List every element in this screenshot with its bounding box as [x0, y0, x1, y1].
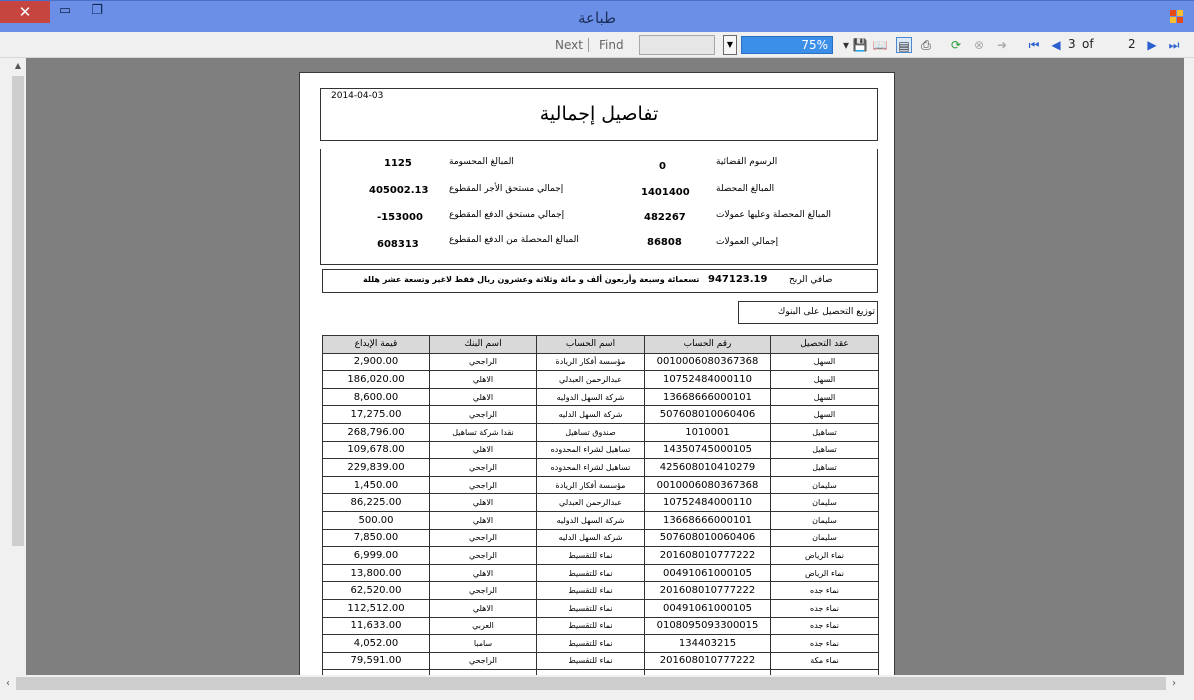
table-cell: 2,900.00 — [323, 353, 430, 371]
first-page-icon[interactable]: ⏮ — [1028, 38, 1040, 52]
report-title: تفاصيل إجمالية — [539, 103, 659, 125]
table-cell: 00491061000105 — [645, 564, 771, 582]
back-icon[interactable]: ➜ — [996, 38, 1008, 52]
table-cell: 425608010410279 — [645, 459, 771, 477]
table-row — [323, 371, 879, 389]
table-cell: نماء للتقسيط — [537, 564, 645, 582]
table-row — [323, 547, 879, 565]
court-fees-value: 0 — [659, 161, 666, 172]
table-cell: الراجحي — [430, 459, 537, 477]
net-profit-panel — [322, 269, 878, 293]
column-header: عقد التحصيل — [771, 336, 879, 354]
table-cell: الاهلي — [430, 511, 537, 529]
window-title: طباعة — [577, 9, 617, 27]
prev-page-icon[interactable]: ◀ — [1051, 38, 1061, 52]
table-cell: نماء الرياض — [771, 564, 879, 582]
column-header: قيمة الإيداع — [323, 336, 430, 354]
table-cell: نماء جده — [771, 599, 879, 617]
table-cell: تساهيل لشراء المحدوده — [537, 441, 645, 459]
table-row — [323, 388, 879, 406]
table-row — [323, 582, 879, 600]
scroll-up-icon[interactable]: ▲ — [14, 61, 22, 70]
app-icon — [1170, 10, 1184, 24]
next-button[interactable]: Next — [555, 38, 583, 52]
report-date: 2014-04-03 — [331, 91, 384, 101]
collected-value: 1401400 — [641, 187, 690, 198]
table-cell: 186,020.00 — [323, 371, 430, 389]
current-page-input[interactable]: 3 — [1068, 37, 1076, 51]
cut-wage-label: إجمالي مستحق الأجر المقطوع — [449, 184, 564, 194]
report-header — [320, 88, 878, 141]
page-of-label: of — [1082, 37, 1094, 51]
table-cell: 201608010777222 — [645, 652, 771, 670]
find-input[interactable] — [639, 35, 715, 55]
table-cell: سليمان — [771, 494, 879, 512]
collected-cut-label: المبالغ المحصلة من الدفع المقطوع — [449, 235, 579, 245]
close-icon: ✕ — [18, 3, 32, 21]
table-cell: 201608010777222 — [645, 547, 771, 565]
horizontal-scroll-thumb[interactable] — [16, 677, 1166, 690]
table-cell: الاهلي — [430, 388, 537, 406]
table-cell: 201608010777222 — [645, 582, 771, 600]
minimize-icon: ▭ — [58, 3, 72, 18]
table-cell: عبدالرحمن العبدلي — [537, 371, 645, 389]
table-cell: شركة السهل الدليه — [537, 406, 645, 424]
table-cell: 10752484000110 — [645, 494, 771, 512]
scroll-right-icon[interactable]: › — [1172, 678, 1176, 689]
table-row — [323, 459, 879, 477]
cut-payment-value: -153000 — [377, 212, 423, 223]
column-header: رقم الحساب — [645, 336, 771, 354]
last-page-icon[interactable]: ⏭ — [1168, 38, 1180, 52]
deducted-value: 1125 — [384, 158, 412, 169]
table-cell: نماء للتقسيط — [537, 635, 645, 653]
total-pages: 2 — [1128, 37, 1136, 51]
vertical-scroll-thumb[interactable] — [12, 76, 24, 546]
table-cell: الراجحي — [430, 353, 537, 371]
table-cell: نماء الرياض — [771, 547, 879, 565]
table-cell: 507608010060406 — [645, 529, 771, 547]
table-cell: الراجحي — [430, 406, 537, 424]
total-commission-label: إجمالي العمولات — [716, 237, 779, 247]
table-cell: 00491061000105 — [645, 599, 771, 617]
table-row — [323, 617, 879, 635]
table-cell: نماء للتقسيط — [537, 652, 645, 670]
table-row — [323, 564, 879, 582]
table-cell: 14350745000105 — [645, 441, 771, 459]
table-cell: 86,225.00 — [323, 494, 430, 512]
table-cell: 112,512.00 — [323, 599, 430, 617]
collected-label: المبالغ المحصلة — [716, 184, 775, 194]
next-page-icon[interactable]: ▶ — [1147, 38, 1157, 52]
table-row — [323, 406, 879, 424]
table-cell: الراجحي — [430, 547, 537, 565]
table-cell: 62,520.00 — [323, 582, 430, 600]
table-cell: 79,591.00 — [323, 652, 430, 670]
table-cell: الاهلي — [430, 441, 537, 459]
table-cell: سليمان — [771, 511, 879, 529]
table-cell: سامبا — [430, 635, 537, 653]
table-cell: الراجحي — [430, 529, 537, 547]
table-cell: نماء للتقسيط — [537, 582, 645, 600]
table-cell: 1010001 — [645, 423, 771, 441]
table-cell: شركة السهل الدوليه — [537, 388, 645, 406]
total-commission-value: 86808 — [647, 237, 682, 248]
table-cell: 0108095093300015 — [645, 617, 771, 635]
cut-wage-value: 405002.13 — [369, 185, 429, 196]
table-cell: الراجحي — [430, 652, 537, 670]
table-cell: نماء للتقسيط — [537, 547, 645, 565]
table-cell: مؤسسة أفكار الريادة — [537, 476, 645, 494]
table-cell: الاهلي — [430, 564, 537, 582]
table-cell: 134403215 — [645, 635, 771, 653]
table-cell: 11,633.00 — [323, 617, 430, 635]
summary-panel — [320, 149, 878, 265]
column-header: اسم البنك — [430, 336, 537, 354]
table-cell: 4,052.00 — [323, 635, 430, 653]
table-cell: نقدا شركة تساهيل — [430, 423, 537, 441]
table-cell: نماء للتقسيط — [537, 617, 645, 635]
stop-icon[interactable]: ⊗ — [973, 38, 985, 52]
table-cell: 507608010060406 — [645, 406, 771, 424]
net-profit-label: صافي الربح — [789, 275, 833, 285]
table-row — [323, 529, 879, 547]
table-cell: الاهلي — [430, 494, 537, 512]
vertical-scrollbar[interactable] — [10, 58, 26, 678]
table-cell: السهل — [771, 353, 879, 371]
table-cell: الراجحي — [430, 476, 537, 494]
banks-distribution-label: توزيع التحصيل على البنوك — [738, 301, 878, 324]
collected-commission-value: 482267 — [644, 212, 686, 223]
find-button[interactable]: Find — [599, 38, 624, 52]
zoom-dropdown-button[interactable] — [723, 35, 737, 55]
title-bar — [0, 0, 1194, 32]
table-cell: سليمان — [771, 476, 879, 494]
document-map-icon[interactable]: 📖 — [872, 38, 888, 52]
horizontal-scrollbar[interactable] — [0, 675, 1194, 692]
table-cell: السهل — [771, 406, 879, 424]
collected-cut-value: 608313 — [377, 239, 419, 250]
net-profit-value: 947123.19 — [708, 274, 768, 285]
table-cell: صندوق تساهيل — [537, 423, 645, 441]
table-cell: 0010006080367368 — [645, 476, 771, 494]
table-cell: الاهلي — [430, 599, 537, 617]
table-row — [323, 652, 879, 670]
viewer-right-border — [1184, 58, 1194, 700]
table-cell: الاهلي — [430, 371, 537, 389]
deducted-label: المبالغ المحسومة — [449, 157, 514, 167]
report-toolbar — [0, 32, 1194, 58]
table-cell: نماء جده — [771, 617, 879, 635]
table-row — [323, 441, 879, 459]
zoom-select[interactable]: 75% — [741, 36, 833, 54]
table-row — [323, 476, 879, 494]
print-layout-icon[interactable]: ▤ — [896, 37, 912, 53]
table-cell: 6,999.00 — [323, 547, 430, 565]
column-header: اسم الحساب — [537, 336, 645, 354]
table-cell: 17,275.00 — [323, 406, 430, 424]
table-row — [323, 511, 879, 529]
report-page — [299, 72, 895, 676]
table-cell: 0010006080367368 — [645, 353, 771, 371]
toolbar-separator — [588, 38, 589, 52]
zoom-arrow-icon[interactable]: ▾ — [842, 38, 850, 52]
table-cell: السهل — [771, 371, 879, 389]
table-cell: نماء جده — [771, 635, 879, 653]
table-cell: العربي — [430, 617, 537, 635]
table-cell: 229,839.00 — [323, 459, 430, 477]
table-cell: 500.00 — [323, 511, 430, 529]
table-cell: 13,800.00 — [323, 564, 430, 582]
status-strip — [0, 692, 1194, 700]
scroll-left-icon[interactable]: ‹ — [6, 678, 10, 689]
table-row — [323, 599, 879, 617]
table-cell: تساهيل — [771, 441, 879, 459]
table-cell: 268,796.00 — [323, 423, 430, 441]
table-cell: 13668666000101 — [645, 388, 771, 406]
table-cell: تساهيل — [771, 459, 879, 477]
table-cell: تساهيل لشراء المحدوده — [537, 459, 645, 477]
net-profit-words: تسعمائة وسبعة وأربعون ألف و مائة وثلاثة وعشرون ريال فقط لاغير وتسعة عشر هللة — [363, 275, 700, 284]
table-row — [323, 353, 879, 371]
table-cell: 8,600.00 — [323, 388, 430, 406]
table-cell: 10752484000110 — [645, 371, 771, 389]
restore-icon: ❐ — [91, 3, 103, 18]
table-header-row — [323, 336, 879, 354]
collected-commission-label: المبالغ المحصلة وعليها عمولات — [716, 210, 832, 220]
table-cell: عبدالرحمن العبدلي — [537, 494, 645, 512]
table-cell: سليمان — [771, 529, 879, 547]
court-fees-label: الرسوم القضائية — [716, 157, 778, 167]
cut-payment-label: إجمالي مستحق الدفع المقطوع — [449, 210, 565, 220]
table-cell: نماء للتقسيط — [537, 599, 645, 617]
table-row — [323, 423, 879, 441]
table-row — [323, 494, 879, 512]
viewer-left-border — [0, 58, 10, 700]
table-cell: شركة السهل الدوليه — [537, 511, 645, 529]
table-cell: 109,678.00 — [323, 441, 430, 459]
table-cell: السهل — [771, 388, 879, 406]
table-cell: مؤسسة أفكار الريادة — [537, 353, 645, 371]
table-cell: شركة السهل الدليه — [537, 529, 645, 547]
table-cell: 1,450.00 — [323, 476, 430, 494]
export-icon[interactable]: 💾 — [852, 38, 868, 52]
table-cell: نماء مكة — [771, 652, 879, 670]
table-row — [323, 635, 879, 653]
table-cell: الراجحي — [430, 582, 537, 600]
chevron-down-icon: ▼ — [726, 40, 734, 49]
table-cell: تساهيل — [771, 423, 879, 441]
table-cell: نماء جده — [771, 582, 879, 600]
table-cell: 13668666000101 — [645, 511, 771, 529]
refresh-icon[interactable]: ⟳ — [950, 38, 962, 52]
print-icon[interactable]: ⎙ — [921, 38, 931, 52]
table-cell: 7,850.00 — [323, 529, 430, 547]
bank-distribution-table — [322, 335, 879, 676]
